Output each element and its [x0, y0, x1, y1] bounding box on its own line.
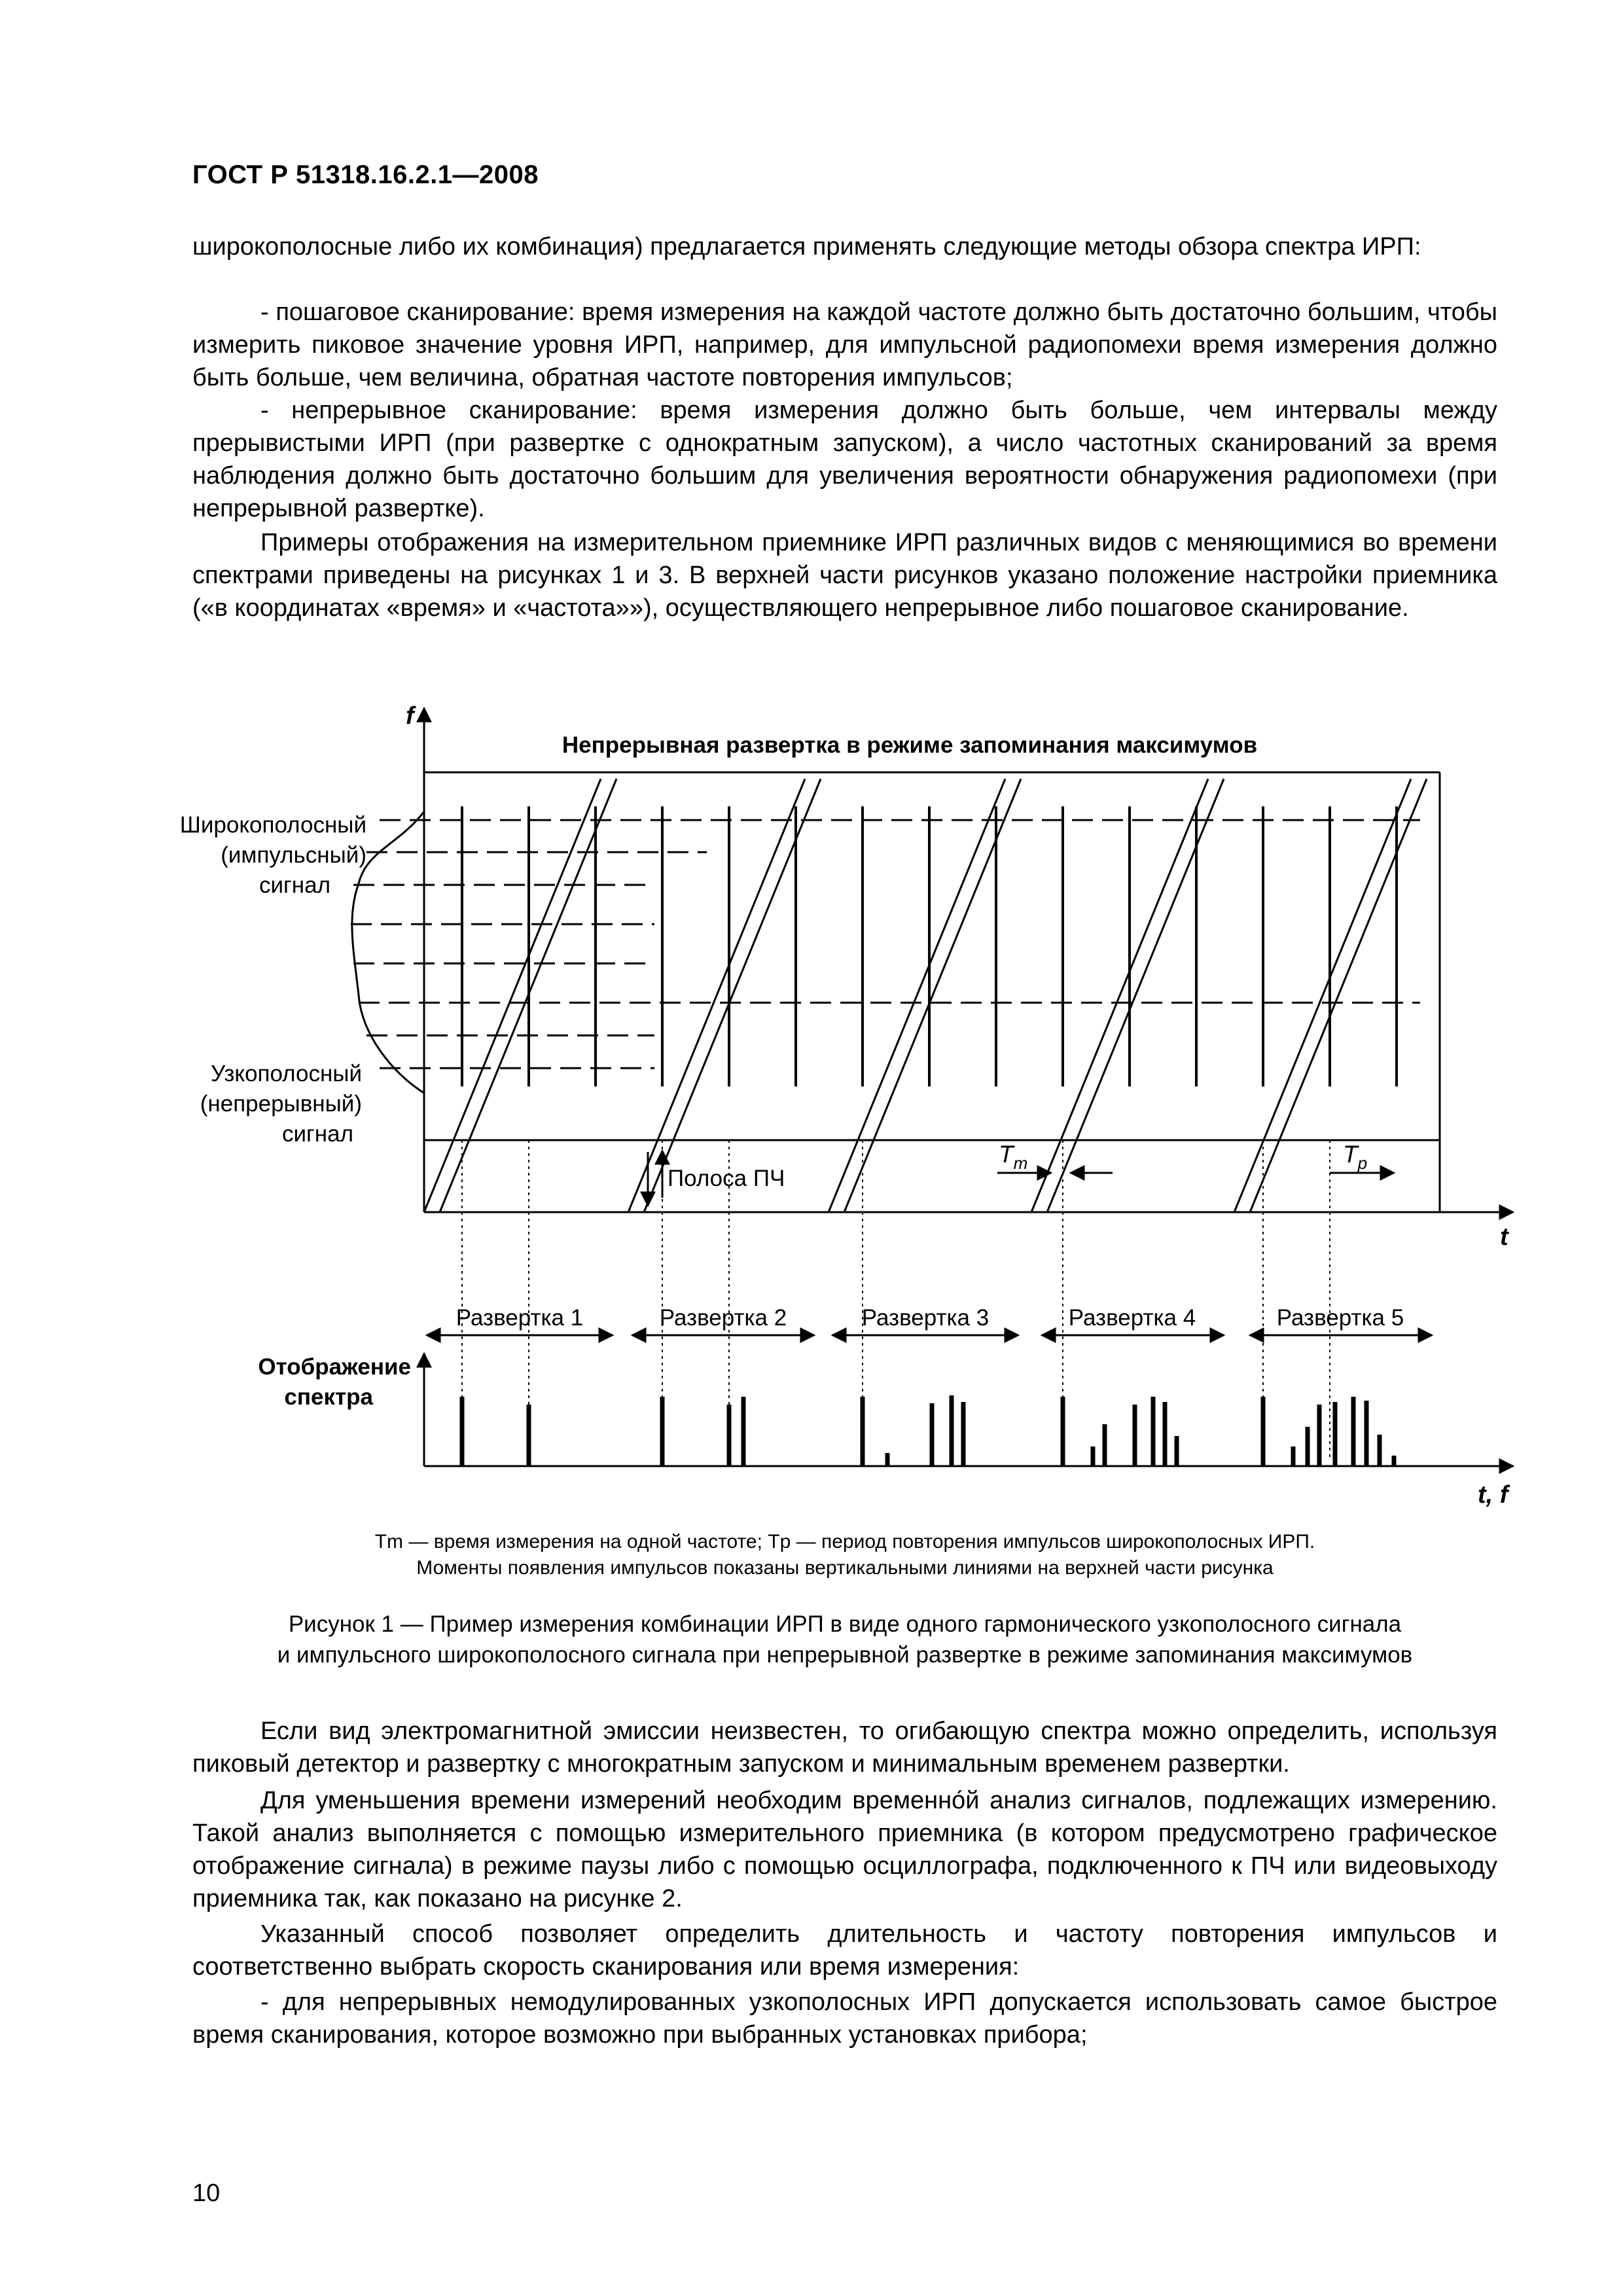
axis-t-label: t: [1500, 1223, 1508, 1251]
display-axes: [424, 1354, 1513, 1466]
spectral-lines: [351, 820, 1420, 1068]
projection-lines: [462, 1140, 1330, 1460]
if-band-label: Полоса ПЧ: [668, 1166, 785, 1191]
figure-caption-line-2: и импульсного широкополосного сигнала при непрерывной развертке в режиме запоминания максимумов: [277, 1642, 1413, 1668]
tm-label: $T_m$: [999, 1141, 1028, 1173]
paragraph-method: Указанный способ позволяет определить длительность и частоту повторения импульсов и соответственно выбрать скорость сканирования или время измерения:: [192, 1920, 1497, 1981]
paragraph-examples: Примеры отображения на измерительном приемнике ИРП различных видов с меняющимися во времени спектрами приведены на рисунках 1 и 3. В верхней части рисунков указано положение настройки приемника («в координатах «время» и «частота»»), осуществляющего непрерывное либо пошаговое сканирование.: [192, 529, 1497, 622]
paragraph-unknown-emission: Если вид электромагнитной эмиссии неизвестен, то огибающую спектра можно определить, используя пиковый детектор и развертку с многократным запуском и минимальным временем развертки.: [192, 1717, 1497, 1778]
figure-caption-line-1: Рисунок 1 — Пример измерения комбинации ИРП в виде одного гармонического узкополосного сигнала: [288, 1611, 1402, 1637]
sweep-2-label: Развертка 2: [659, 1305, 787, 1331]
narrow-signal-label-3: сигнал: [281, 1121, 353, 1147]
axis-f-label: f: [406, 702, 414, 730]
wide-signal-label-2: (импульсный): [221, 842, 366, 868]
narrow-signal-label-2: (непрерывный): [200, 1091, 362, 1117]
paragraph-step-scan: - пошаговое сканирование: время измерения на каждой частоте должно быть достаточно большим, чтобы измерить пиковое значение уровня ИРП, например, для импульсной радиопомехи время измерения должно быть больше, чем величина, обратная частоте повторения импульсов;: [192, 298, 1497, 391]
display-label-1: Отображение: [258, 1354, 411, 1380]
paragraph-continuous-narrowband: - для непрерывных немодулированных узкополосных ИРП допускается использовать самое быстрое время сканирования, которое возможно при выбранных установках прибора;: [192, 1988, 1497, 2049]
wide-signal-label-1: Широкополосный: [179, 812, 366, 838]
display-label-2: спектра: [284, 1384, 373, 1410]
paragraph-time-analysis: Для уменьшения времени измерений необходим временно́й анализ сигналов, подлежащих измерению. Такой анализ выполняется с помощью измерительного приемника (в котором предусмотрено графическое отображение сигнала) в режиме паузы либо с помощью осциллографа, подключенного к ПЧ или видеовыходу приемника так, как показано на рисунке 2.: [192, 1787, 1497, 1912]
figure-note-line-1: Tm — время измерения на одной частоте; Tp — период повторения импульсов широкополосных ИРП.: [374, 1531, 1315, 1552]
sweep-3-label: Развертка 3: [861, 1305, 990, 1331]
page-number: 10: [192, 2179, 221, 2207]
display-bars: [462, 1395, 1394, 1466]
figure-note-line-2: Моменты появления импульсов показаны вертикальными линиями на верхней части рисунка: [416, 1557, 1274, 1579]
sweep-1-label: Развертка 1: [455, 1305, 584, 1331]
sweep-4-label: Развертка 4: [1068, 1305, 1196, 1331]
document-header: ГОСТ Р 51318.16.2.1—2008: [192, 160, 539, 189]
narrow-signal-label-1: Узкополосный: [211, 1061, 362, 1086]
axis-tf-label: t, f: [1478, 1481, 1508, 1509]
paragraph-intro: широкополосные либо их комбинация) предлагается применять следующие методы обзора спектра ИРП:: [192, 233, 1421, 260]
figure-1-diagram: [0, 694, 1623, 1545]
sweep-diagonals: [424, 779, 1427, 1212]
plot-frame: [424, 708, 1513, 1212]
pulse-lines: [462, 806, 1397, 1086]
figure-title: Непрерывная развертка в режиме запоминания максимумов: [562, 732, 1258, 758]
paragraph-continuous-scan: - непрерывное сканирование: время измерения должно быть больше, чем интервалы между прерывистыми ИРП (при развертке с однократным запуском), а число частотных сканирований за время наблюдения должно быть достаточно большим для увеличения вероятности обнаружения радиопомехи (при непрерывной развертке).: [192, 397, 1497, 522]
wide-signal-label-3: сигнал: [259, 872, 330, 898]
tp-label: $T_p$: [1343, 1141, 1368, 1173]
sweep-5-label: Развертка 5: [1276, 1305, 1404, 1331]
